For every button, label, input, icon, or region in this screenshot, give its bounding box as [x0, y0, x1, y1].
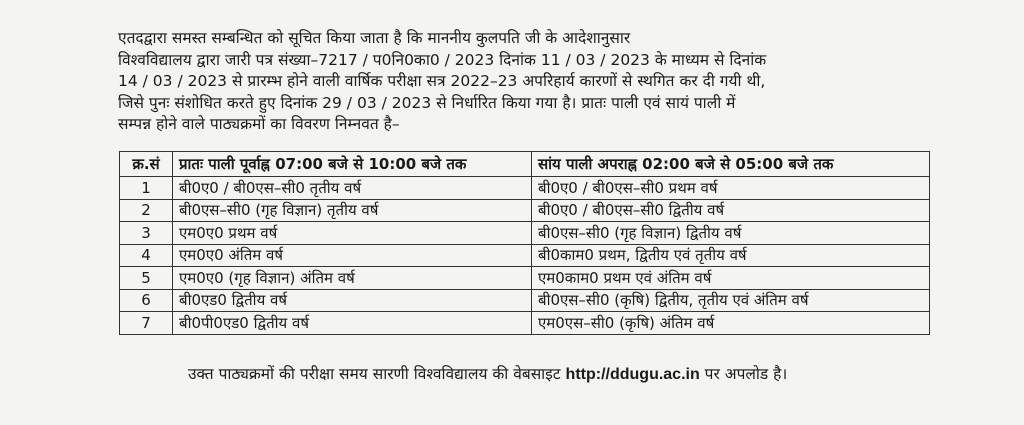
table-row: [120, 267, 930, 290]
morning-course-cell: एम0ए0 अंतिम वर्ष: [173, 244, 532, 267]
table-row: [120, 289, 930, 312]
serial-number-cell: 7: [120, 312, 173, 335]
morning-course-cell: बी0ए0 / बी0एस–सी0 तृतीय वर्ष: [173, 177, 532, 200]
website-link[interactable]: http://ddugu.ac.in: [565, 366, 700, 383]
exam-shift-table: [119, 151, 930, 335]
table-row: [120, 177, 930, 200]
serial-number-cell: 6: [120, 289, 173, 312]
serial-number-cell: 3: [120, 222, 173, 245]
notice-paragraph: [118, 28, 936, 136]
evening-course-cell: एम0एस–सी0 (कृषि) अंतिम वर्ष: [532, 312, 930, 335]
serial-number-cell: 1: [120, 177, 173, 200]
morning-course-cell: बी0एस–सी0 (गृह विज्ञान) तृतीय वर्ष: [173, 199, 532, 222]
notice-line: जिसे पुनः संशोधित करते हुए दिनांक 29 / 03 / 2023 से निर्धारित किया गया है। प्रातः पाली एवं सायं पाली में: [118, 93, 736, 112]
table-row: [120, 244, 930, 267]
table-row: [120, 199, 930, 222]
evening-course-cell: बी0ए0 / बी0एस–सी0 प्रथम वर्ष: [532, 177, 930, 200]
morning-course-cell: बी0पी0एड0 द्वितीय वर्ष: [173, 312, 532, 335]
footer-note: [188, 362, 787, 384]
header-evening-shift: सांय पाली अपराह्न 02:00 बजे से 05:00 बजे तक: [532, 152, 930, 177]
notice-line: सम्पन्न होने वाले पाठ्यक्रमों का विवरण निम्नवत है–: [118, 115, 400, 133]
serial-number-cell: 4: [120, 244, 173, 267]
header-morning-shift: प्रातः पाली पूर्वाह्न 07:00 बजे से 10:00 बजे तक: [173, 152, 532, 177]
serial-number-cell: 2: [120, 199, 173, 222]
evening-course-cell: बी0एस–सी0 (कृषि) द्वितीय, तृतीय एवं अंतिम वर्ष: [532, 289, 930, 312]
table-row: [120, 222, 930, 245]
notice-line: विश्वविद्यालय द्वारा जारी पत्र संख्या–7217 / प0नि0का0 / 2023 दिनांक 11 / 03 / 2023 के माध्यम से दिनांक: [118, 50, 767, 69]
footer-text-after: पर अपलोड है।: [699, 365, 788, 383]
evening-course-cell: बी0काम0 प्रथम, द्वितीय एवं तृतीय वर्ष: [532, 244, 930, 267]
evening-course-cell: बी0ए0 / बी0एस–सी0 द्वितीय वर्ष: [532, 199, 930, 222]
notice-line: एतदद्वारा समस्त सम्बन्धित को सूचित किया जाता है कि माननीय कुलपति जी के आदेशानुसार: [118, 29, 631, 47]
header-serial-number: क्र.सं: [120, 152, 173, 177]
evening-course-cell: एम0काम0 प्रथम एवं अंतिम वर्ष: [532, 267, 930, 290]
morning-course-cell: एम0ए0 प्रथम वर्ष: [173, 222, 532, 245]
table-header-row: [120, 152, 930, 177]
table-row: [120, 312, 930, 335]
serial-number-cell: 5: [120, 267, 173, 290]
morning-course-cell: एम0ए0 (गृह विज्ञान) अंतिम वर्ष: [173, 267, 532, 290]
footer-text-before: उक्त पाठ्यक्रमों की परीक्षा समय सारणी विश्वविद्यालय की वेबसाइट: [188, 365, 566, 383]
evening-course-cell: बी0एस–सी0 (गृह विज्ञान) द्वितीय वर्ष: [532, 222, 930, 245]
morning-course-cell: बी0एड0 द्वितीय वर्ष: [173, 289, 532, 312]
notice-line: 14 / 03 / 2023 से प्रारम्भ होने वाली वार्षिक परीक्षा सत्र 2022–23 अपरिहार्य कारणों से स्थगित कर दी गयी थी,: [118, 72, 766, 90]
